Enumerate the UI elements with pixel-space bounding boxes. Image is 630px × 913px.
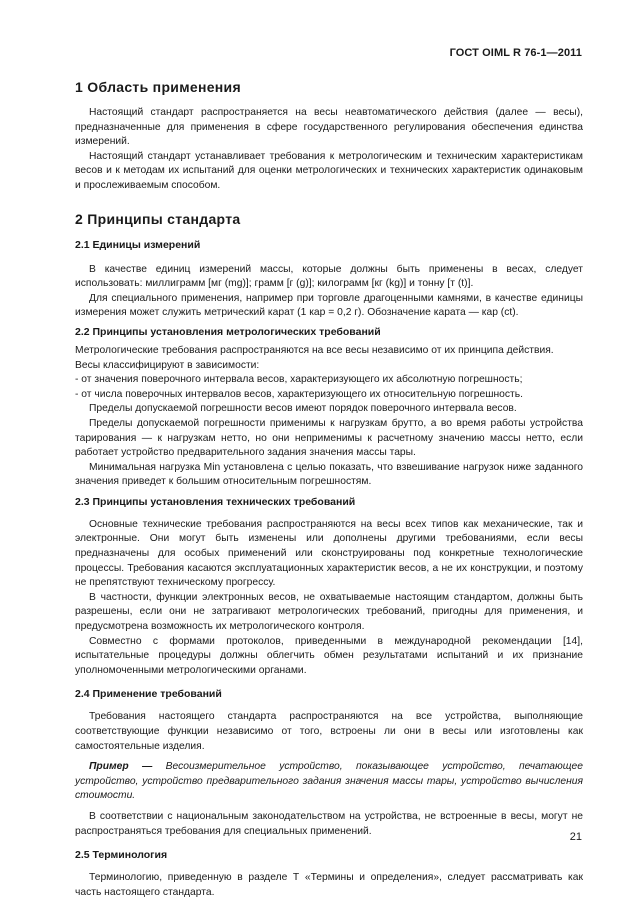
- subsection-2-3-title: 2.3 Принципы установления технических требований: [75, 495, 356, 508]
- page-content: [75, 78, 583, 900]
- subsection-2-5-title: 2.5 Терминология: [75, 849, 168, 862]
- paragraph: Совместно с формами протоколов, приведенными в международной рекомендации [14], испытательные процедуры должны облегчить обмен результатами испытаний и их признание уполномоченными метрологическими органами.: [75, 635, 583, 676]
- paragraph: Пределы допускаемой погрешности весов имеют порядок поверочного интервала весов.: [89, 403, 517, 415]
- section-1-title: 1 Область применения: [75, 79, 241, 95]
- subsection-2-4-title: 2.4 Применение требований: [75, 688, 222, 701]
- paragraph: Для специального применения, например при торговле драгоценными камнями, в качестве единицы измерения может служить метрический карат (1 кар = 0,2 г). Обозначение карата — кар (ct).: [75, 292, 583, 319]
- paragraph: Пределы допускаемой погрешности применимы к нагрузкам брутто, а во время работы устройства тарирования — к нагрузкам нетто, но они неприменимы к расчетному значению массы нетто, если работает устройство предварительного задания значения массы тары.: [75, 417, 583, 459]
- paragraph: В качестве единиц измерений массы, которые должны быть применены в весах, следует использовать: миллиграмм [мг (mg)]; грамм [г (g)]; килограмм [кг (kg)] и тонну [т (t)].: [75, 263, 583, 290]
- page-number: 21: [569, 831, 582, 843]
- paragraph: Настоящий стандарт устанавливает требования к метрологическим и техническим характеристикам весов и к методам их испытаний для оценки метрологических и технических характеристик одинаковым и прослеживаемым способом.: [75, 150, 583, 191]
- paragraph: Требования настоящего стандарта распространяются на все устройства, выполняющие соответствующие функции независимо от того, встроены ли они в весы или изготовлены как самостоятельные изделия.: [75, 711, 583, 752]
- paragraph: Весы классифицируют в зависимости:: [75, 359, 260, 371]
- paragraph: Терминологию, приведенную в разделе Т «Термины и определения», следует рассматривать как часть настоящего стандарта.: [75, 872, 583, 898]
- paragraph: Минимальная нагрузка Min установлена с целью показать, что взвешивание нагрузок ниже заданного значения приведет к большим относительным погрешностям.: [75, 461, 583, 488]
- paragraph: Метрологические требования распространяются на все весы независимо от их принципа действия.: [75, 344, 554, 356]
- paragraph: В соответствии с национальным законодательством на устройства, не встроенные в весы, могут не распространяться требования для специальных применений.: [75, 810, 583, 837]
- paragraph: Настоящий стандарт распространяется на весы неавтоматического действия (далее — весы), предназначенные для применения в сфере государственного регулирования обеспечения единства измерений.: [75, 107, 583, 148]
- subsection-2-1-title: 2.1 Единицы измерений: [75, 238, 201, 251]
- subsection-2-2-title: 2.2 Принципы установления метрологических требований: [75, 325, 381, 338]
- example-lead: Пример —: [89, 761, 153, 773]
- section-2-title: 2 Принципы стандарта: [75, 210, 241, 227]
- paragraph: В частности, функции электронных весов, не охватываемые настоящим стандартом, должны быть разрешены, если они не затрагивают метрологических требований, пригодны для применения, и предусмотрена возможность их метрологического контроля.: [75, 591, 583, 633]
- list-item: - от значения поверочного интервала весов, характеризующего их абсолютную погрешность;: [75, 374, 523, 386]
- document-header: ГОСТ OIML R 76-1—2011: [449, 47, 582, 59]
- list-item: - от числа поверочных интервалов весов, характеризующего их относительную погрешность.: [75, 388, 523, 400]
- example-text: Весоизмерительное устройство, показывающее устройство, печатающее устройство, устройство предварительного задания значения массы тары, устройство вычисления стоимости.: [75, 761, 583, 802]
- paragraph: Основные технические требования распространяются на весы всех типов как механические, так и электронные. Они могут быть изменены или дополнены другими требованиями, если весы предназначены для особых применений или сконструированы под конкретные технологические процессы. Требования касаются эксплуатационных характеристик весов, а не их конструкции, и поэтому не препятствуют техническому прогрессу.: [75, 518, 583, 589]
- example-paragraph: [75, 760, 583, 804]
